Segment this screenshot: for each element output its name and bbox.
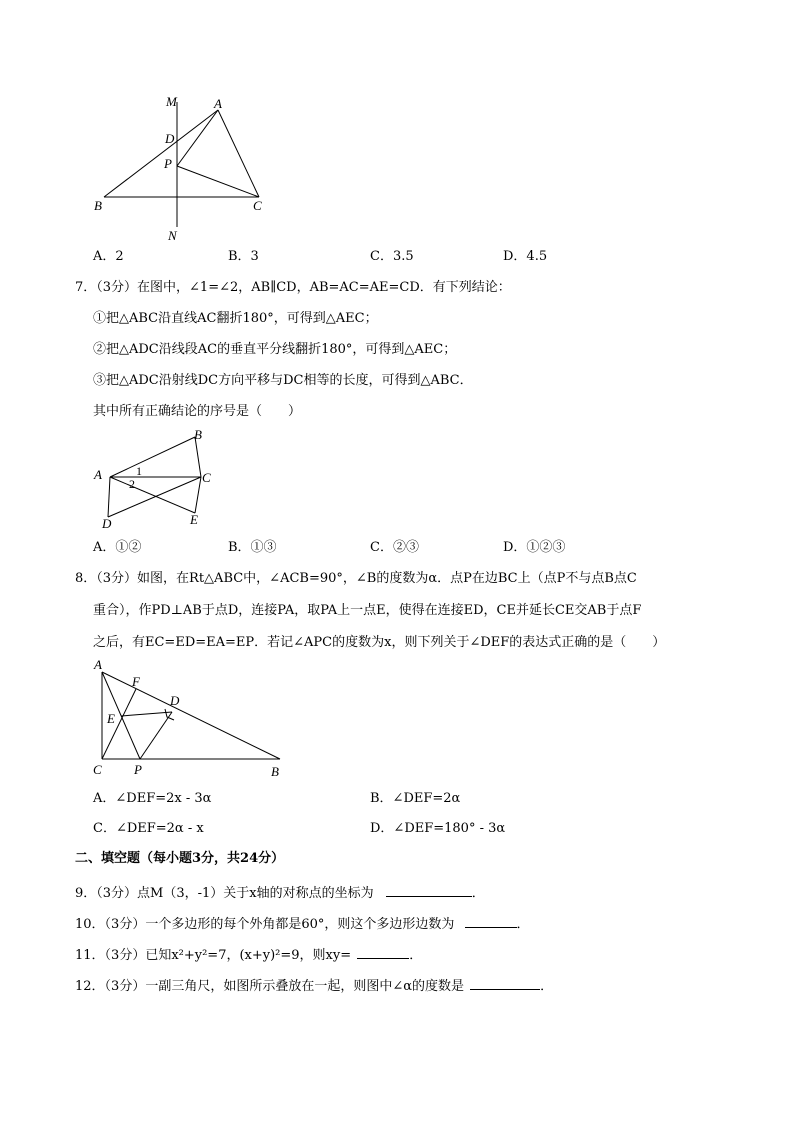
label-angle-2: 2	[129, 477, 135, 491]
label-c: C	[93, 762, 102, 777]
right-angle-mark	[165, 709, 174, 720]
q8-option-d: D．∠DEF=180° - 3α	[370, 821, 506, 836]
label-angle-1: 1	[136, 464, 142, 478]
segment-pd	[140, 712, 172, 759]
q11-period: ．	[409, 948, 423, 963]
q6-option-a: A．2	[93, 249, 124, 264]
q11-text: 11．（3分）已知x²+y²=7，(x+y)²=9，则xy=	[75, 948, 352, 963]
q7-option-c: C．②③	[370, 540, 419, 555]
figure-q8	[88, 655, 298, 780]
figure-q6	[80, 90, 280, 250]
q12	[75, 977, 553, 993]
segment-pa	[177, 110, 218, 166]
q7-item-2: ②把△ADC沿线段AC的垂直平分线翻折180°，可得到△AEC；	[93, 342, 457, 357]
segment-dc	[108, 477, 201, 517]
q9-text: 9．（3分）点M（3，-1）关于x轴的对称点的坐标为	[75, 886, 374, 901]
q8-option-c: C．∠DEF=2α - x	[93, 821, 204, 836]
q9-period: ．	[471, 886, 485, 901]
label-b: B	[271, 764, 279, 779]
q11-answer-blank	[357, 946, 409, 959]
q7-option-b: B．①③	[228, 540, 277, 555]
label-b: B	[194, 427, 202, 442]
q8-line-2: 重合），作PD⊥AB于点D，连接PA，取PA上一点E，使得在连接ED，CE并延长CE交AB于点F	[93, 603, 642, 618]
q7-option-d: D．①②③	[503, 540, 566, 555]
segment-bc	[195, 437, 201, 477]
q11	[75, 946, 422, 962]
q10	[75, 915, 530, 931]
q10-text: 10．（3分）一个多边形的每个外角都是60°，则这个多边形边数为	[75, 917, 455, 932]
segment-ae	[110, 477, 195, 513]
label-m: M	[166, 94, 177, 109]
segment-ec	[195, 477, 201, 513]
q7-option-a: A．①②	[93, 540, 142, 555]
label-e: E	[107, 711, 115, 726]
q8-option-a: A．∠DEF=2x - 3α	[93, 791, 212, 806]
q10-answer-blank	[465, 915, 517, 928]
label-p: P	[134, 762, 142, 777]
segment-ed	[121, 712, 172, 716]
label-a: A	[94, 657, 102, 672]
figure-q7	[88, 425, 228, 535]
label-d: D	[165, 131, 175, 146]
q9	[75, 884, 485, 900]
q8-line-3: 之后，有EC=ED=EA=EP．若记∠APC的度数为x，则下列关于∠DEF的表达式正确的是（ ）	[93, 635, 666, 650]
segment-ad	[108, 477, 110, 517]
q6-option-d: D．4.5	[503, 249, 548, 264]
label-d: D	[102, 516, 112, 531]
label-e: E	[190, 512, 198, 527]
segment-ab	[110, 437, 195, 477]
label-c: C	[202, 470, 211, 485]
q10-period: ．	[516, 917, 530, 932]
label-b: B	[94, 198, 102, 213]
q7-item-3: ③把△ADC沿射线DC方向平移与DC相等的长度，可得到△ABC．	[93, 373, 473, 388]
q12-answer-blank	[470, 977, 540, 990]
label-c: C	[253, 198, 262, 213]
q7-question: 其中所有正确结论的序号是（ ）	[93, 404, 302, 419]
q12-text: 12．（3分）一副三角尺，如图所示叠放在一起，则图中∠α的度数是	[75, 979, 464, 994]
q6-option-b: B．3	[228, 249, 259, 264]
label-f: F	[132, 674, 140, 689]
label-d: D	[170, 693, 180, 708]
label-n: N	[168, 228, 177, 243]
label-a: A	[94, 467, 102, 482]
q6-option-c: C．3.5	[370, 249, 414, 264]
segment-ab	[104, 110, 218, 197]
q7-item-1: ①把△ABC沿直线AC翻折180°，可得到△AEC；	[93, 311, 378, 326]
label-a: A	[214, 96, 222, 111]
q9-answer-blank	[386, 884, 472, 897]
q12-period: ．	[540, 979, 554, 994]
label-p: P	[164, 156, 172, 171]
section-heading: 二、填空题（每小题3分，共24分）	[75, 851, 285, 866]
q7-stem: 7．（3分）在图中，∠1=∠2，AB∥CD，AB=AC=AE=CD．有下列结论：	[75, 280, 511, 295]
q8-option-b: B．∠DEF=2α	[370, 791, 461, 806]
q8-line-1: 8．（3分）如图，在Rt△ABC中，∠ACB=90°，∠B的度数为α．点P在边BC上（点P不与点B点C	[75, 571, 637, 586]
